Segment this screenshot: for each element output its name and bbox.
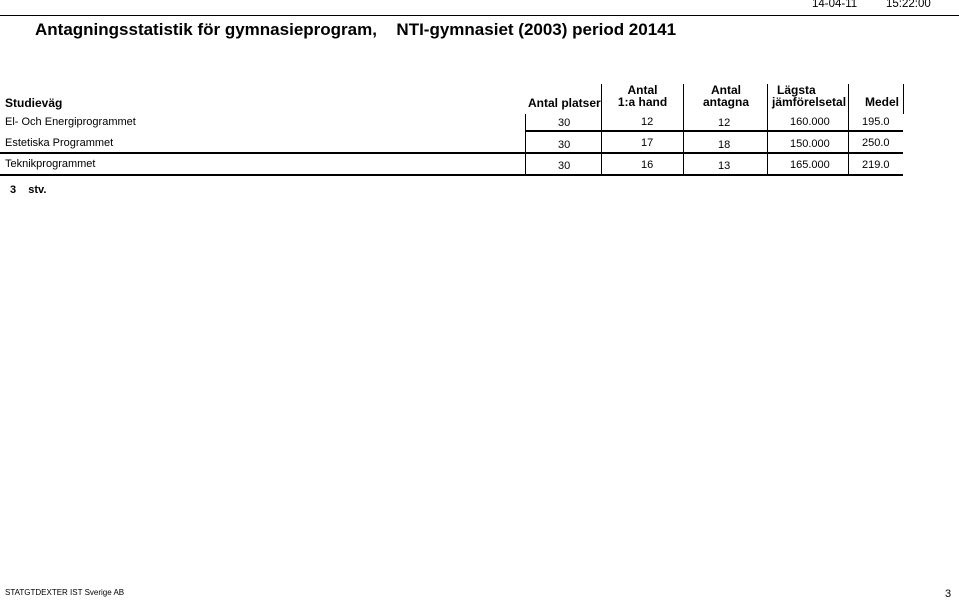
header-antagna [686,84,766,108]
row-lagsta: 165.000 [790,159,830,171]
header-lagsta-line1: Lägsta [777,83,816,97]
row-separator [848,154,849,176]
row-separator [683,114,684,132]
header-antagna-line2: antagna [702,95,749,109]
header-separator [848,84,849,114]
title-school: NTI-gymnasiet (2003) period 20141 [396,20,677,39]
title-text: Antagningsstatistik för gymnasieprogram, [35,20,377,39]
header-separator [601,84,602,114]
row-platser: 30 [558,139,571,151]
row-separator [601,132,602,154]
row-lagsta: 150.000 [790,138,830,150]
row-separator [848,114,849,132]
footer-text: STATGTDEXTER IST Sverige AB [5,588,125,597]
row-separator [683,132,684,154]
header-lagsta [772,84,846,108]
row-medel: 250.0 [862,137,890,149]
header-separator [683,84,684,114]
row-forsta: 16 [641,159,654,171]
row-antagna: 12 [718,117,731,129]
row-separator [525,114,526,132]
row-lagsta: 160.000 [790,116,830,128]
row-name: Estetiska Programmet [5,137,114,149]
row-platser: 30 [558,160,571,172]
row-count [10,184,46,196]
header-antagna-line1: Antal [711,83,741,97]
row-antagna: 18 [718,139,731,151]
row-separator [683,154,684,176]
row-separator [601,154,602,176]
row-name: El- Och Energiprogrammet [5,116,136,128]
row-separator [767,132,768,154]
page-number: 3 [945,588,952,600]
row-forsta: 17 [641,137,654,149]
row-name: Teknikprogrammet [5,158,96,170]
header-forsta-hand-line2: 1:a hand [617,95,668,109]
row-separator [525,132,526,154]
header-studievag: Studieväg [5,96,63,110]
report-date: 14-04-11 [812,0,858,10]
row-count-number: 3 [10,184,17,196]
header-separator [903,84,904,114]
row-medel: 195.0 [862,116,890,128]
header-antal-platser: Antal platser [528,96,601,110]
row-separator [525,154,526,176]
row-divider [525,130,903,132]
row-separator [767,114,768,132]
page-title [35,20,676,40]
row-antagna: 13 [718,160,731,172]
row-separator [601,114,602,132]
row-medel: 219.0 [862,159,890,171]
header-separator [767,84,768,114]
top-divider [0,15,959,16]
row-count-label: stv. [28,184,47,196]
header-medel: Medel [865,95,900,109]
row-separator [848,132,849,154]
report-time: 15:22:00 [886,0,931,10]
header-lagsta-line2: jämförelsetal [772,95,847,109]
header-forsta-hand-line1: Antal [627,83,658,97]
header-forsta-hand [605,84,680,108]
row-forsta: 12 [641,116,654,128]
row-separator [767,154,768,176]
row-platser: 30 [558,117,571,129]
